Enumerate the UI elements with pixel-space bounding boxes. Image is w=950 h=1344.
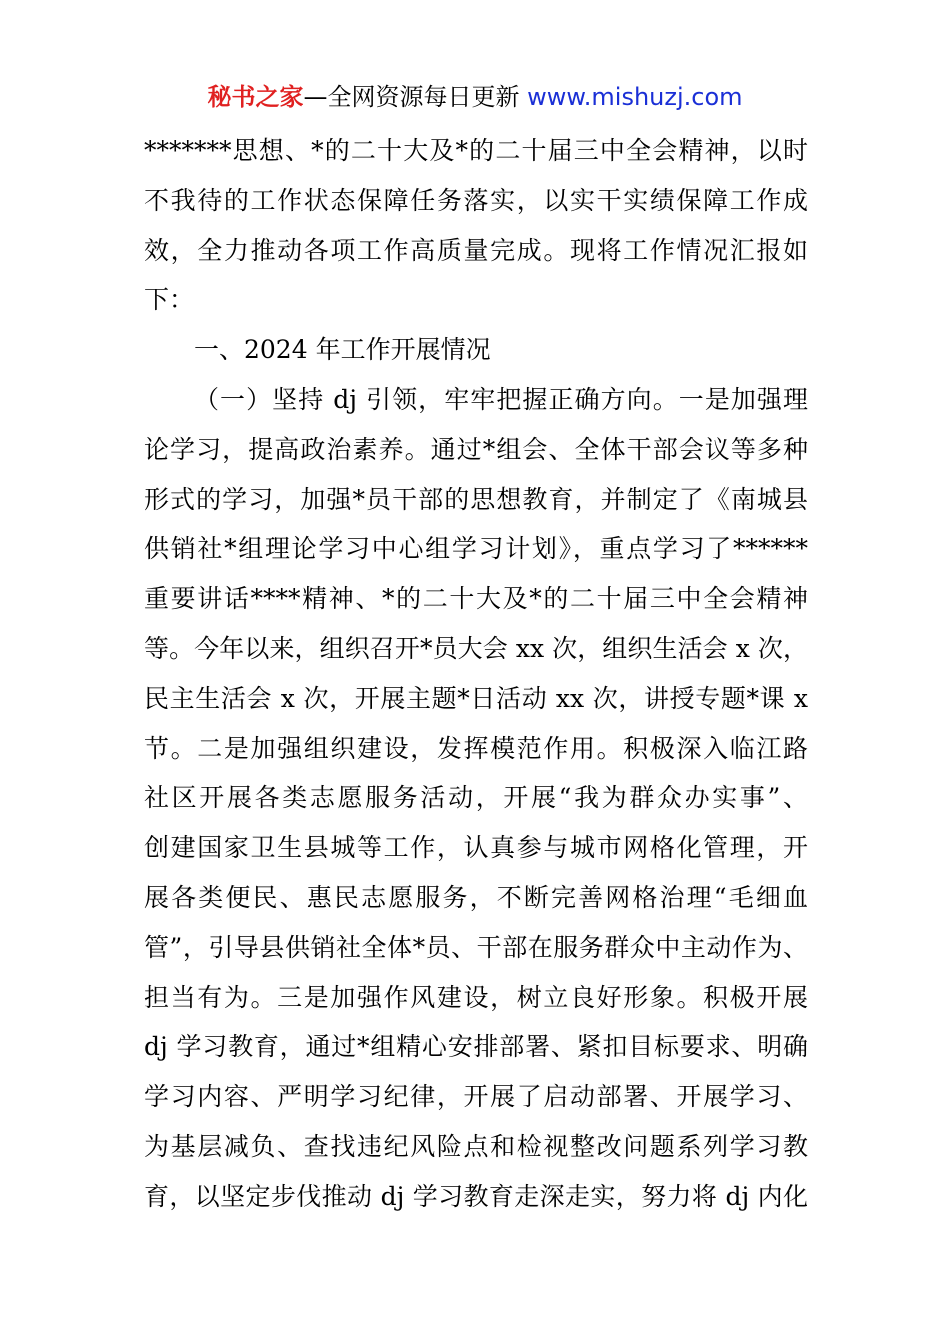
section-heading: 一、2024 年工作开展情况 [194, 335, 491, 365]
paragraph-line: （一）坚持 dj 引领，牢牢把握正确方向。一是加强理 [194, 384, 808, 414]
paragraph-line: 供销社*组理论学习中心组学习计划》，重点学习了****** [144, 534, 808, 564]
header-tagline: —全网资源每日更新 [303, 83, 520, 111]
paragraph-line: 形式的学习，加强*员干部的思想教育，并制定了《南城县 [144, 484, 808, 514]
paragraph-line: 育，以坚定步伐推动 dj 学习教育走深走实，努力将 dj 内化 [144, 1181, 808, 1211]
paragraph-line: 创建国家卫生县城等工作，认真参与城市网格化管理，开 [144, 833, 808, 863]
paragraph-line: 为基层减负、查找违纪风险点和检视整改问题系列学习教 [144, 1131, 808, 1161]
paragraph-line: dj 学习教育，通过*组精心安排部署、紧扣目标要求、明确 [144, 1032, 808, 1062]
document-body [144, 126, 808, 1222]
paragraph-line: 担当有为。三是加强作风建设，树立良好形象。积极开展 [144, 982, 808, 1012]
intro-line: *******思想、*的二十大及*的二十届三中全会精神，以时 [144, 136, 808, 165]
paragraph-line: 民主生活会 x 次，开展主题*日活动 xx 次，讲授专题*课 x [144, 683, 808, 713]
paragraph-line: 重要讲话****精神、*的二十大及*的二十届三中全会精神 [144, 584, 808, 614]
paragraph-line: 展各类便民、惠民志愿服务，不断完善网格治理“毛细血 [144, 882, 808, 912]
intro-line: 下： [144, 285, 195, 315]
paragraph-line: 节。二是加强组织建设，发挥模范作用。积极深入临江路 [144, 733, 808, 763]
brand-name: 秘书之家 [207, 83, 304, 111]
site-header [0, 80, 950, 114]
paragraph-line: 社区开展各类志愿服务活动，开展“我为群众办实事”、 [144, 783, 808, 813]
intro-line: 效，全力推动各项工作高质量完成。现将工作情况汇报如 [144, 235, 808, 265]
intro-line: 不我待的工作状态保障任务落实，以实干实绩保障工作成 [144, 185, 808, 215]
paragraph-line: 管”，引导县供销社全体*员、干部在服务群众中主动作为、 [144, 932, 808, 962]
site-url-link[interactable]: www.mishuzj.com [527, 83, 743, 111]
paragraph-line: 论学习，提高政治素养。通过*组会、全体干部会议等多种 [144, 434, 808, 464]
paragraph-line: 学习内容、严明学习纪律，开展了启动部署、开展学习、 [144, 1082, 808, 1112]
paragraph-line: 等。今年以来，组织召开*员大会 xx 次，组织生活会 x 次， [144, 633, 808, 663]
